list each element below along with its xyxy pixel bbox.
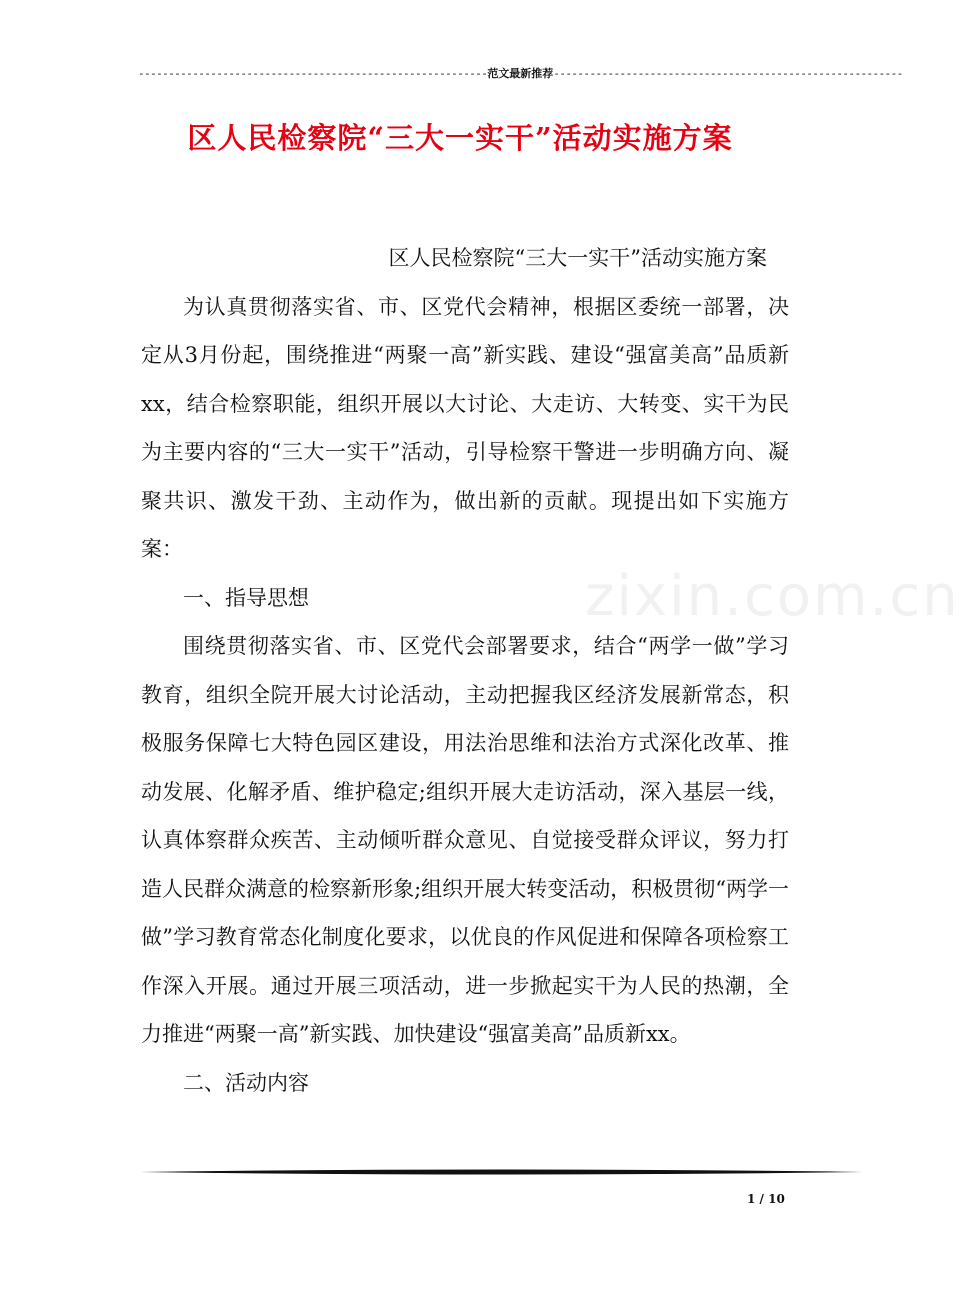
- watermark-text: zixin.com.cn: [585, 564, 960, 629]
- section-heading-guiding-thought: 一、指导思想: [183, 585, 309, 610]
- document-body: [141, 234, 789, 1107]
- guiding-thought-paragraph: 围绕贯彻落实省、市、区党代会部署要求，结合“两学一做”学习教育，组织全院开展大讨论活动，主动把握我区经济发展新常态，积极服务保障七大特色园区建设，用法治思维和法治方式深化改革、推动发展、化解矛盾、维护稳定;组织开展大走访活动，深入基层一线，认真体察群众疾苦、主动倾听群众意见、自觉接受群众评议，努力打造人民群众满意的检察新形象;组织开展大转变活动，积极贯彻“两学一做”学习教育常态化制度化要求，以优良的作风促进和保障各项检察工作深入开展。通过开展三项活动，进一步掀起实干为人民的热潮，全力推进“两聚一高”新实践、加快建设“强富美高”品质新xx。: [141, 634, 789, 1046]
- header-dashes-left: ----------------------------------------------------------: [138, 67, 488, 80]
- section-heading-activity-content: 二、活动内容: [183, 1070, 309, 1095]
- document-title: 区人民检察院“三大一实干”活动实施方案: [187, 121, 733, 155]
- page-number: 1 / 10: [747, 1192, 785, 1206]
- header-dashes-right: ----------------------------------------------------------: [553, 67, 903, 80]
- document-subtitle: 区人民检察院“三大一实干”活动实施方案: [388, 246, 767, 270]
- header-label: 范文最新推荐: [487, 67, 554, 80]
- running-header: [138, 66, 903, 82]
- footer-rule: [140, 1168, 863, 1176]
- intro-paragraph: 为认真贯彻落实省、市、区党代会精神，根据区委统一部署，决定从3月份起，围绕推进“两聚一高”新实践、建设“强富美高”品质新xx，结合检察职能，组织开展以大讨论、大走访、大转变、实干为民为主要内容的“三大一实干”活动，引导检察干警进一步明确方向、凝聚共识、激发干劲、主动作为，做出新的贡献。现提出如下实施方案：: [141, 294, 789, 561]
